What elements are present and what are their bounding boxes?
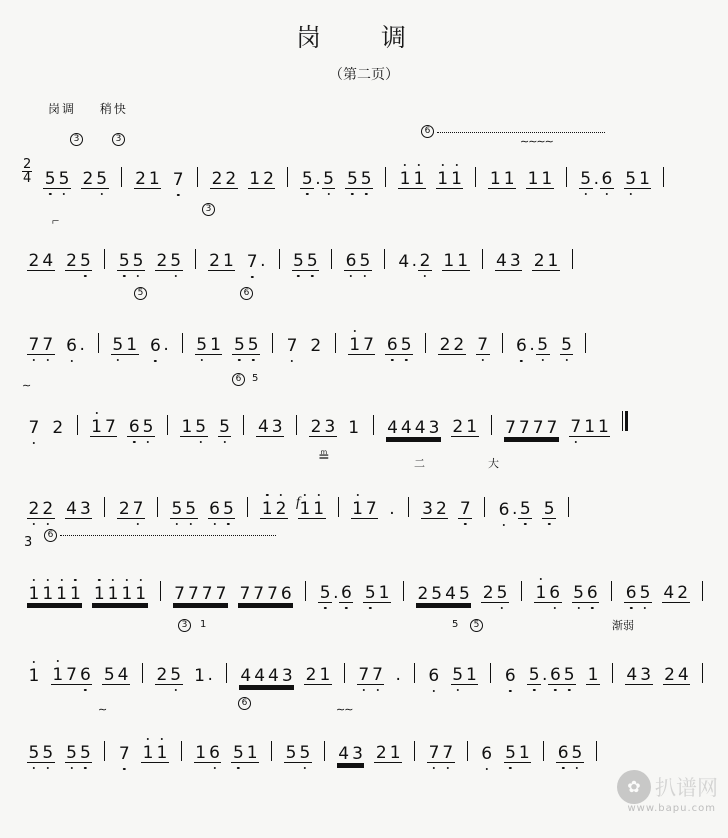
- measure-group: 2 2: [211, 169, 237, 189]
- measure-group: 1 7 6: [52, 665, 91, 685]
- measure-group: 1 .: [194, 665, 213, 686]
- barline: [414, 741, 415, 761]
- barline: [104, 497, 105, 517]
- harmonic-mark-icon: ≞: [318, 449, 330, 465]
- measure-group: 5 5: [346, 169, 372, 189]
- measure-group: 1 1 1 1: [28, 584, 81, 604]
- system-2: [0, 197, 728, 279]
- measure-group: 7 7 7 6: [239, 584, 292, 604]
- barline: [160, 581, 161, 601]
- measure-group: 5 1: [625, 169, 650, 189]
- barline: [414, 663, 415, 683]
- barline: [482, 249, 483, 269]
- measure-group: 2 4: [28, 251, 54, 271]
- measure-group: 7: [118, 744, 130, 764]
- measure-group: 1 1: [527, 169, 553, 189]
- barline: [271, 741, 272, 761]
- measure-group: 6 5: [128, 417, 154, 437]
- measure-group: 2 1: [452, 417, 478, 437]
- barline: [403, 581, 404, 601]
- fingering-5-icon: 5: [470, 619, 483, 632]
- barline: [566, 167, 567, 187]
- measure-group: 2 5: [156, 665, 182, 685]
- barline: [272, 333, 273, 353]
- measure-group: 6 5: [557, 743, 583, 763]
- measure-group: 5 1: [232, 743, 258, 763]
- measure-group: 5 5: [66, 743, 91, 763]
- measure-group: 7: [459, 499, 471, 519]
- barline: [702, 663, 703, 683]
- grace-note-icon: 3: [24, 535, 33, 550]
- measure-group: 5 5: [293, 251, 318, 271]
- measure-group: 5 1: [452, 665, 477, 685]
- text-da: 大: [488, 457, 499, 470]
- measure-group: 6 .: [66, 335, 85, 356]
- measure-group: 1 6: [195, 743, 220, 763]
- system-3: [0, 279, 728, 361]
- measure-group: 6 5: [625, 583, 651, 603]
- measure-group: 2 7: [118, 499, 144, 519]
- barline: [98, 333, 99, 353]
- fingering-3-icon: 3: [178, 619, 191, 632]
- barline: [490, 663, 491, 683]
- measure-group: .: [389, 499, 395, 519]
- measure-group: 4 . 2: [398, 251, 431, 272]
- measure-group: 7: [286, 336, 298, 356]
- barline: [77, 415, 78, 435]
- measure-group: 5 6: [573, 583, 598, 603]
- measure-group: 1 7: [91, 417, 116, 437]
- measure-group: 2 5 4 5: [417, 584, 470, 604]
- barline: [305, 581, 306, 601]
- system-6: [0, 527, 728, 609]
- measure-group: 5 . 5: [301, 169, 334, 189]
- barline: [331, 249, 332, 269]
- barline: [142, 663, 143, 683]
- barline: [344, 663, 345, 683]
- tremolo-wave-icon: ∼: [98, 704, 107, 716]
- measure-group: 2 1: [375, 743, 401, 763]
- measure-group: 4 4 4 3: [387, 418, 440, 438]
- text-er: 二: [414, 457, 425, 470]
- measure-group: 4 3: [66, 499, 91, 519]
- measure-group: 4 2: [663, 583, 689, 603]
- barline: [373, 415, 374, 435]
- measure-group: 1 2: [261, 499, 287, 519]
- measure-group: 6: [481, 744, 493, 764]
- barline: [491, 415, 492, 435]
- measure-group: 2 3: [310, 417, 336, 437]
- barline: [521, 581, 522, 601]
- barline: [104, 249, 105, 269]
- measure-group: 7 1 1: [570, 417, 609, 437]
- measure-group: 1 1 1 1: [93, 584, 147, 604]
- measure-group: 7 7: [358, 665, 383, 685]
- finger-number-5: 5: [252, 373, 259, 384]
- finger-number-5: 5: [452, 619, 459, 630]
- barline: [167, 415, 168, 435]
- measure-group: 1 7: [349, 335, 374, 355]
- measure-group: 5 . 6: [580, 169, 613, 189]
- watermark-icon: ✿: [617, 770, 651, 804]
- text-jianruo: 渐弱: [612, 619, 634, 632]
- measure-group: 2 1: [305, 665, 331, 685]
- measure-group: 5: [543, 499, 555, 519]
- measure-group: 5 . 6 5: [528, 665, 575, 685]
- measure-group: 5: [219, 417, 230, 437]
- tremolo-wave-icon: ∼: [22, 380, 31, 392]
- barline: [502, 333, 503, 353]
- measure-group: 2 1: [135, 169, 160, 189]
- measure-group: 6 . 5: [516, 335, 549, 356]
- measure-group: .: [395, 665, 401, 685]
- barline: [408, 497, 409, 517]
- barline: [324, 741, 325, 761]
- measure-group: 6 5: [345, 251, 371, 271]
- measure-group: 5 . 6: [319, 583, 352, 603]
- system-7: [0, 609, 728, 691]
- measure-group: 7 7: [28, 335, 54, 355]
- measure-group: 3 2: [422, 499, 447, 519]
- measure-group: 1 1: [489, 169, 515, 189]
- measure-group: 5 1: [364, 583, 390, 603]
- barline: [611, 581, 612, 601]
- barline: [543, 741, 544, 761]
- barline: [121, 167, 122, 187]
- measure-group: 7 .: [246, 251, 266, 272]
- barline: [104, 741, 105, 761]
- measure-group: 4 4 4 3: [240, 666, 293, 686]
- measure-group: 1 2: [249, 169, 274, 189]
- measure-group: 1 5: [181, 417, 207, 437]
- measure-group: 4 3: [626, 665, 652, 685]
- measure-group: 5 5: [28, 743, 54, 763]
- barline: [467, 741, 468, 761]
- finger-number-1: 1: [200, 619, 207, 630]
- measure-group: 1 1: [142, 743, 168, 763]
- barline: [226, 663, 227, 683]
- barline: [585, 333, 586, 353]
- measure-group: 7: [172, 170, 184, 190]
- tremolo-wave-icon: ∼∼∼∼: [520, 136, 553, 148]
- measure-group: 7 7: [428, 743, 454, 763]
- measure-group: 2 2: [439, 335, 465, 355]
- measure-group: 1 7: [352, 499, 377, 519]
- dynamic-f: f: [296, 495, 300, 510]
- measure-group: 7: [28, 418, 40, 438]
- barline: [157, 497, 158, 517]
- measure-group: 5 1: [196, 335, 221, 355]
- barline: [338, 497, 339, 517]
- measure-group: 5 5: [44, 169, 70, 189]
- measure-group: 2: [310, 336, 322, 356]
- barline: [572, 249, 573, 269]
- measure-group: 7 7 7 7: [505, 418, 558, 438]
- measure-group: 1 6: [535, 583, 561, 603]
- fingering-6-icon: 6: [240, 287, 253, 300]
- time-signature: $\frac{2}{4}$: [23, 157, 32, 186]
- measure-group: 2 1: [533, 251, 559, 271]
- measure-group: 1 1: [437, 169, 462, 189]
- measure-group: 2 2: [28, 499, 54, 519]
- measure-group: 6: [504, 666, 516, 686]
- page-title: 岗 调: [296, 23, 432, 52]
- measure-group: 5 5: [118, 251, 144, 271]
- measure-group: 2 5: [66, 251, 91, 271]
- measure-group: 5 1: [112, 335, 138, 355]
- barline: [475, 167, 476, 187]
- measure-group: 6: [428, 666, 440, 686]
- fingering-3-icon: 3: [112, 133, 125, 146]
- tempo-row: [0, 100, 728, 117]
- barline: [247, 497, 248, 517]
- system-1: [0, 117, 728, 197]
- barline: [385, 167, 386, 187]
- fingering-5-icon: 5: [134, 287, 147, 300]
- barline: [568, 497, 569, 517]
- barline: [663, 167, 664, 187]
- watermark-logo: [617, 770, 718, 804]
- system-8: [0, 691, 728, 764]
- barline: [384, 249, 385, 269]
- barline: [612, 663, 613, 683]
- measure-group: 1 1: [299, 499, 325, 519]
- measure-group: 2 5: [82, 169, 108, 189]
- fingering-6-icon: 6: [232, 373, 245, 386]
- measure-group: 1: [348, 418, 360, 438]
- fingering-6-icon: 6: [421, 125, 434, 138]
- slur-icon: ⌐: [52, 213, 60, 228]
- measure-group: 2: [52, 418, 64, 438]
- measure-group: 2 5: [482, 583, 508, 603]
- barline: [287, 167, 288, 187]
- dash-extension-line: [60, 535, 276, 536]
- measure-group: 1 1: [443, 251, 469, 271]
- barline: [195, 249, 196, 269]
- fingering-3-icon: 3: [202, 203, 215, 216]
- measure-group: 7 7 7 7: [174, 584, 227, 604]
- barline: [484, 497, 485, 517]
- tempo-text: 稍快: [99, 102, 128, 116]
- measure-group: 5 5: [171, 499, 197, 519]
- fingering-6-icon: 6: [44, 529, 57, 542]
- measure-group: 5 4: [103, 665, 129, 685]
- measure-group: 6 5: [209, 499, 234, 519]
- fingering-6-icon: 6: [238, 697, 251, 710]
- measure-group: 2 5: [156, 251, 182, 271]
- watermark-url: www.bapu.com: [627, 803, 716, 814]
- barline: [243, 415, 244, 435]
- watermark-text: 扒谱网: [655, 776, 718, 800]
- measure-group: 7: [477, 335, 489, 355]
- barline: [622, 411, 630, 435]
- measure-group: 4 3: [257, 417, 283, 437]
- barline: [296, 415, 297, 435]
- barline: [279, 249, 280, 269]
- measure-group: 5 5: [233, 335, 259, 355]
- barline: [181, 741, 182, 761]
- measure-group: 4 3: [496, 251, 521, 271]
- barline: [335, 333, 336, 353]
- measure-group: 5 5: [285, 743, 311, 763]
- measure-group: 5: [561, 335, 572, 355]
- tempo-mark: 岗调: [48, 102, 77, 116]
- barline: [425, 333, 426, 353]
- system-4: [0, 361, 728, 443]
- barline: [197, 167, 198, 187]
- measure-group: 6 5: [386, 335, 412, 355]
- barline: [182, 333, 183, 353]
- tremolo-wave-icon: ∼∼: [336, 704, 353, 716]
- measure-group: 1 1: [399, 169, 425, 189]
- barline: [596, 741, 597, 761]
- page-subtitle: （第二页）: [329, 67, 399, 83]
- measure-group: 2 1: [209, 251, 234, 271]
- measure-group: 1: [587, 665, 599, 685]
- barline: [702, 581, 703, 601]
- system-5: [0, 443, 728, 527]
- measure-group: 2 4: [664, 665, 689, 685]
- measure-group: 6 .: [150, 335, 169, 356]
- dash-extension-line: [437, 132, 605, 133]
- measure-group: 1: [28, 666, 40, 686]
- measure-group: 6 . 5: [498, 499, 531, 520]
- measure-group: 4 3: [338, 744, 363, 764]
- measure-group: 5 1: [505, 743, 530, 763]
- fingering-3-icon: 3: [70, 133, 83, 146]
